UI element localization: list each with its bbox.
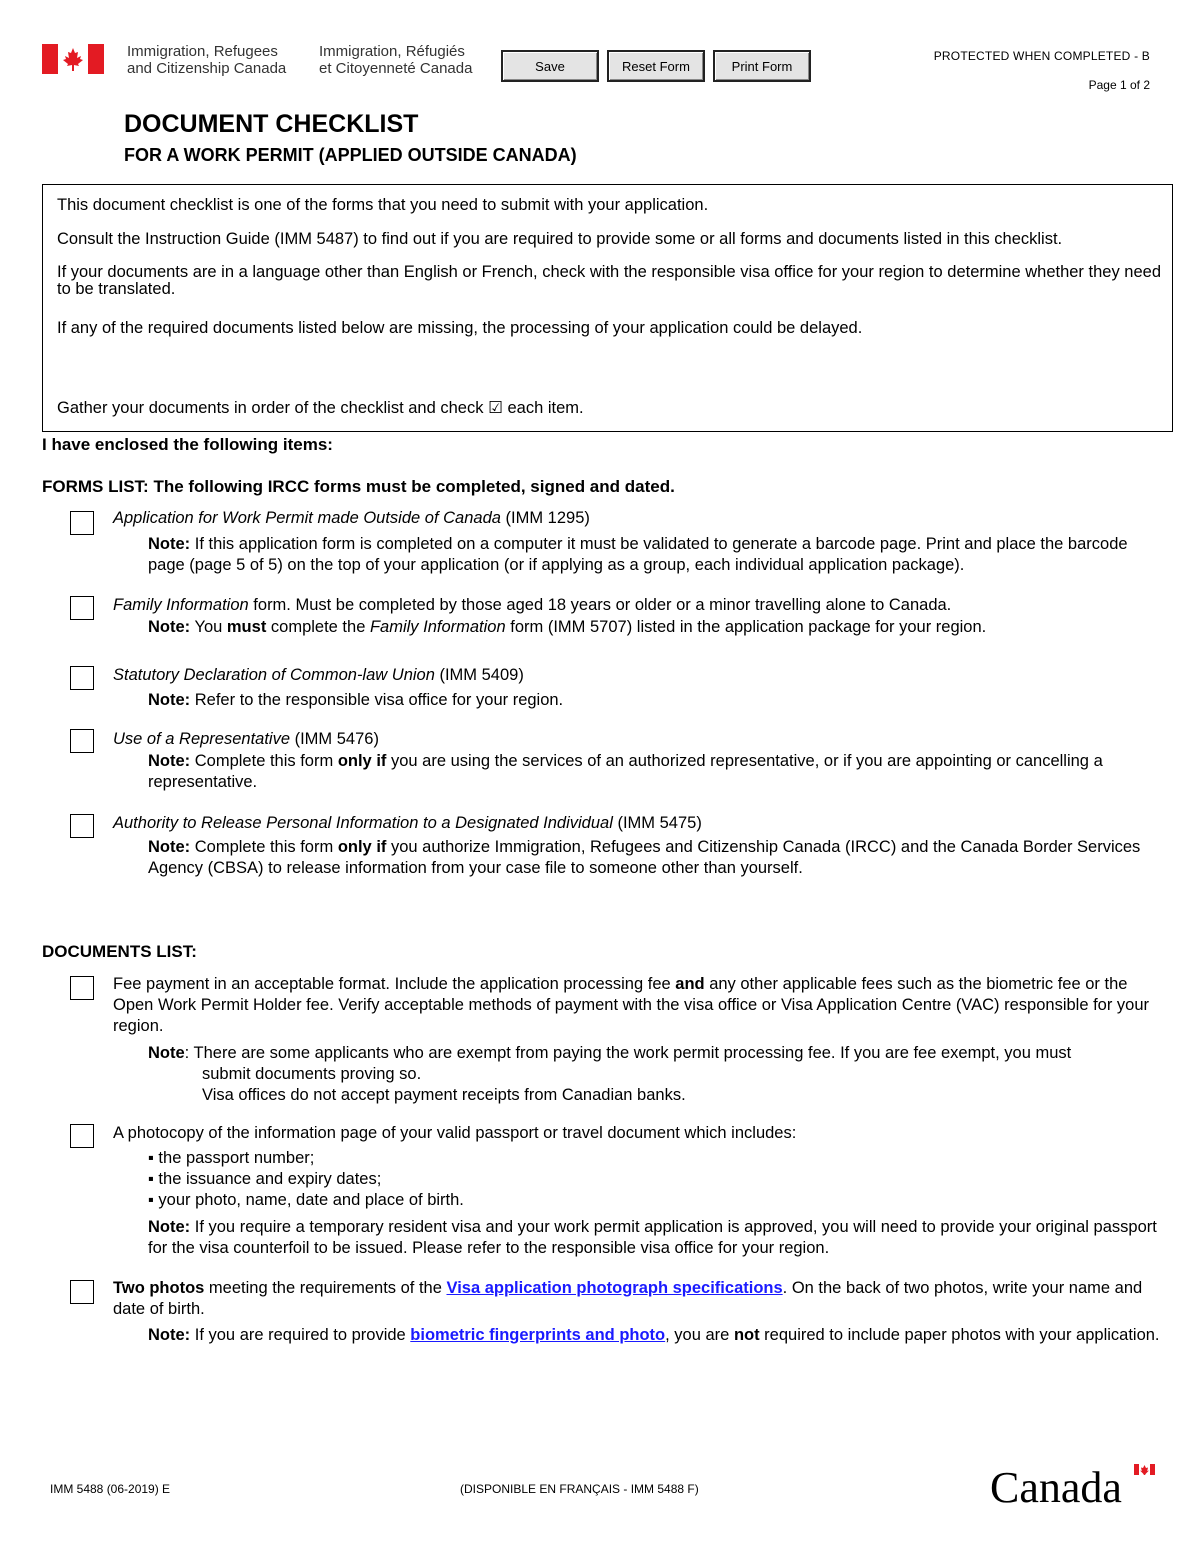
note-text: form (IMM 5707) listed in the application package for your region. <box>505 618 987 636</box>
note-label: Note: <box>148 535 191 553</box>
intro-paragraph-3: If your documents are in a language other than English or French, check with the responsible visa office for your region to determine whether they need to be translated. <box>57 263 1161 298</box>
document-item-fee-payment <box>113 974 1163 1037</box>
note-text: submit documents proving so. <box>202 1065 422 1083</box>
document-item-passport: A photocopy of the information page of your valid passport or travel document which includes: <box>113 1124 797 1142</box>
note-photos <box>148 1325 1163 1346</box>
checkbox-authority-to-release[interactable] <box>70 814 94 838</box>
note-label: Note: <box>148 691 191 709</box>
form-identifier: IMM 5488 (06-2019) E <box>50 1482 171 1496</box>
note-text: If you require a temporary resident visa and your work permit application is approved, you will need to provide your original passport for the visa counterfoil to be issued. Please refer to the responsible visa office for your region. <box>148 1218 1157 1257</box>
checkbox-application-work-permit[interactable] <box>70 511 94 535</box>
biometrics-link[interactable]: biometric fingerprints and photo <box>410 1326 666 1344</box>
form-code: (IMM 1295) <box>500 509 590 527</box>
canada-wordmark-logo <box>988 1462 1158 1508</box>
dept-en-line1: Immigration, Refugees <box>127 43 278 60</box>
note-imm5476 <box>148 751 1163 793</box>
form-title: Statutory Declaration of Common-law Union <box>113 666 435 684</box>
note-fee-payment <box>148 1043 1163 1106</box>
canada-wordmark-text: Canada <box>990 1463 1122 1508</box>
note-text: You <box>190 618 227 636</box>
note-emphasis: only if <box>337 838 387 856</box>
note-text: Complete this form <box>190 752 338 770</box>
form-item-imm5476 <box>113 729 1163 750</box>
passport-bullet-list <box>148 1148 464 1211</box>
form-code: (IMM 5475) <box>612 814 702 832</box>
intro-paragraph-1: This document checklist is one of the forms that you need to submit with your application. <box>57 196 709 214</box>
page-title: DOCUMENT CHECKLIST <box>124 110 419 138</box>
form-code: (IMM 5476) <box>290 730 379 748</box>
dept-fr-line1: Immigration, Réfugiés <box>319 43 465 60</box>
form-title: Family Information <box>113 596 249 614</box>
form-title: Authority to Release Personal Information to a Designated Individual <box>113 814 613 832</box>
checkbox-fee-payment[interactable] <box>70 976 94 1000</box>
reset-form-button[interactable]: Reset Form <box>607 50 705 82</box>
print-form-button[interactable]: Print Form <box>713 50 811 82</box>
page-subtitle: FOR A WORK PERMIT (APPLIED OUTSIDE CANADA) <box>124 145 577 165</box>
intro-paragraph-5 <box>57 400 1162 417</box>
canada-flag-icon <box>42 44 104 74</box>
note-imm5409 <box>148 690 1163 711</box>
note-label: Note: <box>148 838 191 856</box>
note-family-information <box>148 617 1163 638</box>
list-item: ▪ the passport number; <box>148 1149 315 1167</box>
note-text: required to include paper photos with your application. <box>759 1326 1160 1344</box>
note-text: you are using the services of an authorized representative, or if you are appointing or cancelling a representative. <box>148 752 1103 791</box>
intro-paragraph-4: If any of the required documents listed below are missing, the processing of your application could be delayed. <box>57 319 863 337</box>
note-imm1295 <box>148 534 1163 576</box>
form-title: Use of a Representative <box>113 730 291 748</box>
checkbox-use-of-representative[interactable] <box>70 729 94 753</box>
dept-fr-line2: et Citoyenneté Canada <box>319 60 473 77</box>
item-text: any other applicable fees such as the biometric fee or the Open Work Permit Holder fee. Verify acceptable methods of payment with the visa office or Visa Application Centre (VAC) responsible for your region. <box>113 975 1150 1035</box>
item-emphasis: and <box>675 975 705 993</box>
item-text: Fee payment in an acceptable format. Include the application processing fee <box>113 975 676 993</box>
item-emphasis: Two photos <box>113 1279 205 1297</box>
note-text: , you are <box>665 1326 734 1344</box>
form-title: Application for Work Permit made Outside of Canada <box>113 509 501 527</box>
form-item-imm1295 <box>113 508 1163 529</box>
note-imm5475 <box>148 837 1163 879</box>
documents-list-heading: DOCUMENTS LIST: <box>42 942 197 961</box>
note-label: Note: <box>148 752 191 770</box>
checkbox-passport-copy[interactable] <box>70 1124 94 1148</box>
document-item-photos <box>113 1278 1163 1320</box>
note-label: Note <box>148 1044 185 1062</box>
note-text: Refer to the responsible visa office for your region. <box>190 691 564 709</box>
page-number: Page 1 of 2 <box>1088 78 1150 92</box>
checkbox-two-photos[interactable] <box>70 1280 94 1304</box>
item-text: meeting the requirements of the <box>204 1279 447 1297</box>
form-description: form. Must be completed by those aged 18 years or older or a minor travelling alone to Canada. <box>248 596 952 614</box>
french-availability: (DISPONIBLE EN FRANÇAIS - IMM 5488 F) <box>460 1482 699 1496</box>
list-item: ▪ the issuance and expiry dates; <box>148 1170 382 1188</box>
protected-label: PROTECTED WHEN COMPLETED - B <box>933 49 1150 63</box>
item-text: . On the back of two photos, write your name and date of birth. <box>113 1279 1143 1318</box>
note-text: If you are required to provide <box>190 1326 411 1344</box>
intro-p5-text-end: each item. <box>507 399 584 417</box>
note-text: Visa offices do not accept payment receipts from Canadian banks. <box>202 1086 686 1104</box>
note-text: : There are some applicants who are exempt from paying the work permit processing fee. If you are fee exempt, you must <box>184 1044 1072 1062</box>
note-form-name: Family Information <box>369 618 506 636</box>
note-label: Note: <box>148 1218 191 1236</box>
department-name-en <box>127 43 286 77</box>
checkbox-family-information[interactable] <box>70 596 94 620</box>
form-item-family-information <box>113 595 1163 616</box>
note-passport <box>148 1217 1163 1259</box>
intro-p5-text: Gather your documents in order of the checklist and check <box>57 399 484 417</box>
form-item-imm5409 <box>113 665 1163 686</box>
form-item-imm5475 <box>113 813 1163 834</box>
list-item: ▪ your photo, name, date and place of birth. <box>148 1191 464 1209</box>
note-text: Complete this form <box>190 838 338 856</box>
department-name-fr <box>319 43 472 77</box>
note-label: Note: <box>148 618 191 636</box>
checkmark-icon: ☑ <box>488 399 503 417</box>
save-button[interactable]: Save <box>501 50 599 82</box>
intro-box <box>42 184 1173 432</box>
note-label: Note: <box>148 1326 191 1344</box>
note-emphasis: not <box>733 1326 760 1344</box>
note-emphasis: only if <box>337 752 387 770</box>
intro-paragraph-2: Consult the Instruction Guide (IMM 5487) to find out if you are required to provide some or all forms and documents listed in this checklist. <box>57 230 1063 248</box>
note-text: complete the <box>266 618 370 636</box>
note-text: If this application form is completed on a computer it must be validated to generate a barcode page. Print and place the barcode page (page 5 of 5) on the top of your application (or if applying as a group, each individual application package). <box>148 535 1128 574</box>
checkbox-common-law-union[interactable] <box>70 666 94 690</box>
photo-specifications-link[interactable]: Visa application photograph specifications <box>446 1279 783 1297</box>
enclosed-heading: I have enclosed the following items: <box>42 435 333 454</box>
forms-list-heading: FORMS LIST: The following IRCC forms must be completed, signed and dated. <box>42 477 675 496</box>
note-emphasis: must <box>226 618 267 636</box>
note-text: you authorize Immigration, Refugees and Citizenship Canada (IRCC) and the Canada Border Services Agency (CBSA) to release information from your case file to someone other than yourself. <box>148 838 1141 877</box>
dept-en-line2: and Citizenship Canada <box>127 60 287 77</box>
form-code: (IMM 5409) <box>434 666 524 684</box>
